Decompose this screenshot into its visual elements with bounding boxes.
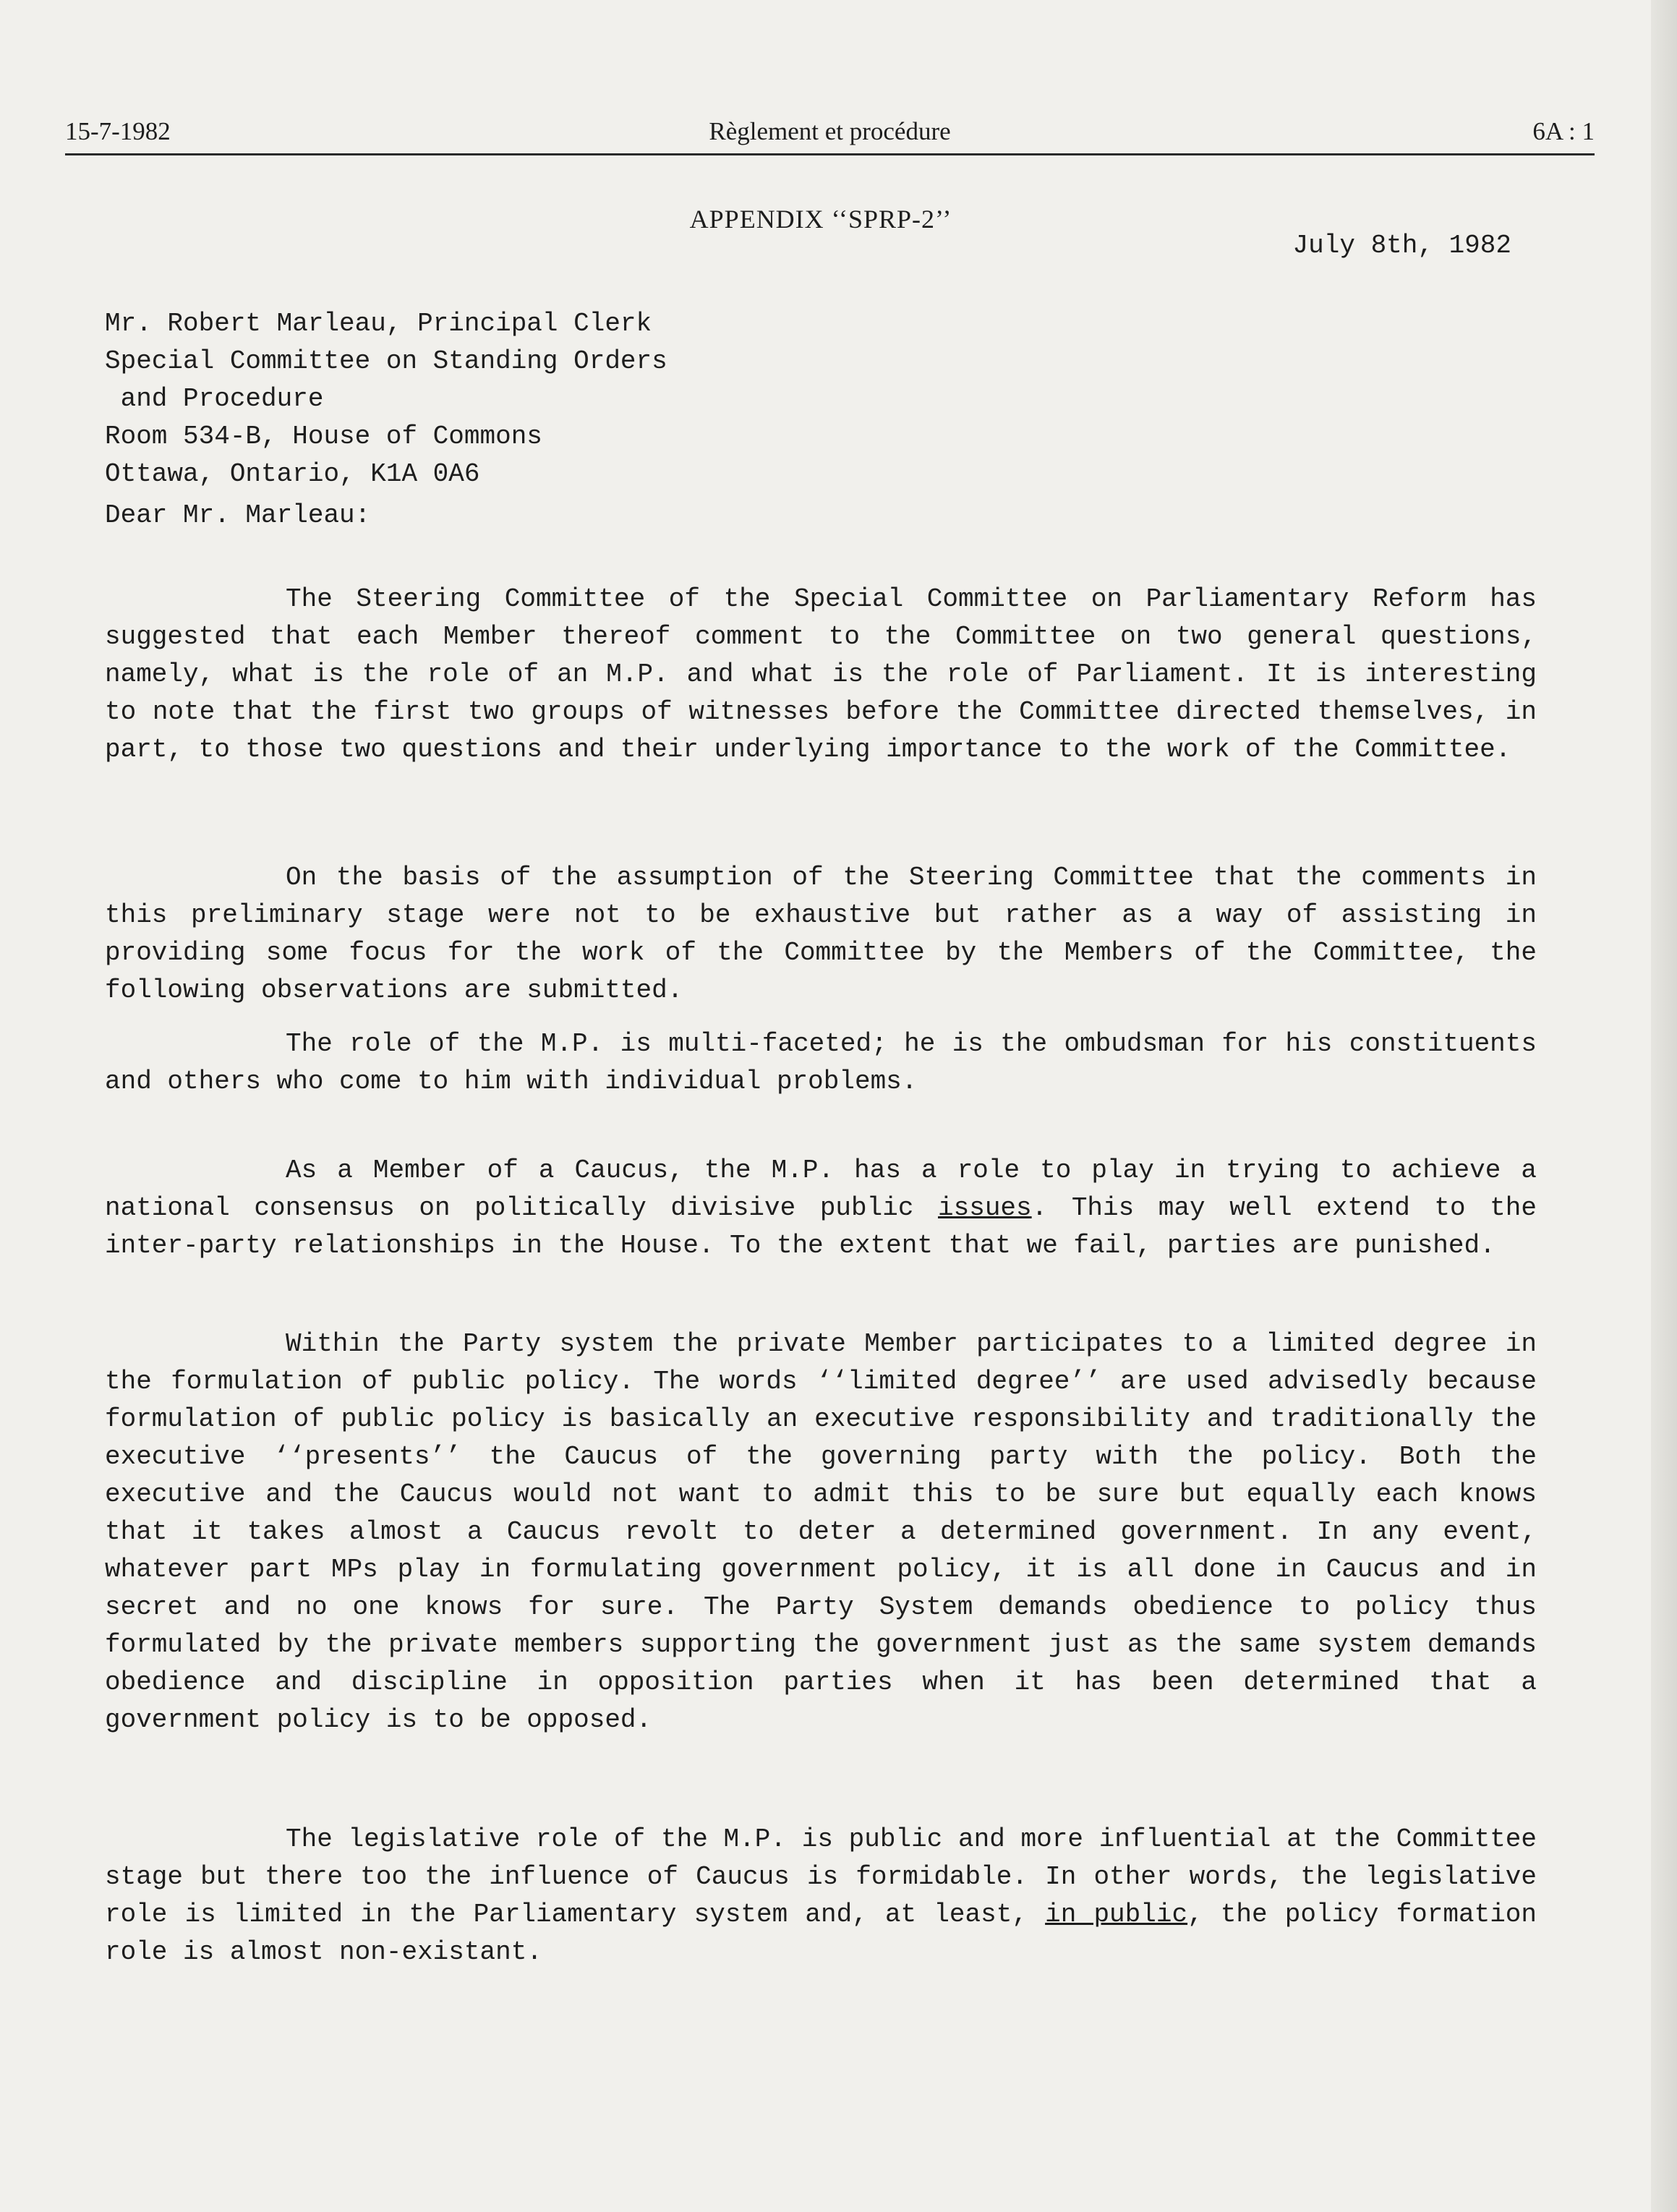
salutation: Dear Mr. Marleau: bbox=[105, 500, 371, 530]
header-title: Règlement et procédure bbox=[709, 117, 951, 145]
address-line: Mr. Robert Marleau, Principal Clerk bbox=[105, 309, 652, 338]
paragraph-assumption: On the basis of the assumption of the Steering Committee that the comments in this preliminary stage were not to be exhaustive but rather as a way of assisting in providing some focus for the work of the Committee by the Members of the Committee, the following observations are submitted. bbox=[105, 863, 1537, 1005]
underlined-text: in public bbox=[1045, 1900, 1188, 1929]
page-edge bbox=[1651, 0, 1677, 2212]
address-line: Room 534-B, House of Commons bbox=[105, 422, 542, 451]
header-date: 15-7-1982 bbox=[65, 117, 171, 145]
recipient-address bbox=[105, 305, 667, 493]
paragraph-steering-committee: The Steering Committee of the Special Committee on Parliamentary Reform has suggested that each Member thereof comment to the Committee on two general questions, namely, what is the role of an M.P. and what is the role of Parliament. It is interesting to note that the first two groups of witnesses before the Committee directed themselves, in part, to those two questions and their underlying importance to the work of the Committee. bbox=[105, 584, 1537, 764]
paragraph-text: , the policy formation role is almost non-existant. bbox=[105, 1900, 1537, 1967]
paragraph-text: The legislative role of the M.P. is public and more influential at the Committee stage but there too the influence of Caucus is formidable. In other words, the legislative role is limited in the Parliamentary system and, at least, bbox=[105, 1824, 1537, 1929]
underlined-text: issues bbox=[938, 1193, 1032, 1223]
address-line: Special Committee on Standing Orders bbox=[105, 346, 667, 376]
paragraph-text: . This may well extend to the inter-party relationships in the House. To the extent that we fail, parties are punished. bbox=[105, 1193, 1537, 1260]
header-page-number: 6A : 1 bbox=[1532, 117, 1595, 145]
paragraph-text: As a Member of a Caucus, the M.P. has a role to play in trying to achieve a national consensus on politically divisive public bbox=[105, 1156, 1537, 1223]
paragraph-party-system: Within the Party system the private Member participates to a limited degree in the formulation of public policy. The words ‘‘limited degree’’ are used advisedly because formulation of public policy is basically an executive responsibility and traditionally the executive ‘‘presents’’ the Caucus of the governing party with the policy. Both the executive and the Caucus would not want to admit this to be sure but equally each knows that it takes almost a Caucus revolt to deter a determined government. In any event, whatever part MPs play in formulating government policy, it is all done in Caucus and in secret and no one knows for sure. The Party System demands obedience to policy thus formulated by the private members supporting the government just as the same system demands obedience and discipline in opposition parties when it has been determined that a government policy is to be opposed. bbox=[105, 1329, 1537, 1735]
running-header bbox=[65, 108, 1595, 155]
address-line: Ottawa, Ontario, K1A 0A6 bbox=[105, 459, 480, 489]
address-line: and Procedure bbox=[105, 384, 324, 414]
paragraph-ombudsman-role: The role of the M.P. is multi-faceted; he is the ombudsman for his constituents and others who come to him with individual problems. bbox=[105, 1029, 1537, 1096]
appendix-title: APPENDIX ‘‘SPRP-2’’ bbox=[689, 205, 952, 234]
letter-date: July 8th, 1982 bbox=[1292, 231, 1511, 260]
paragraph-caucus-role bbox=[105, 1152, 1537, 1265]
paragraph-legislative-role bbox=[105, 1821, 1537, 1971]
